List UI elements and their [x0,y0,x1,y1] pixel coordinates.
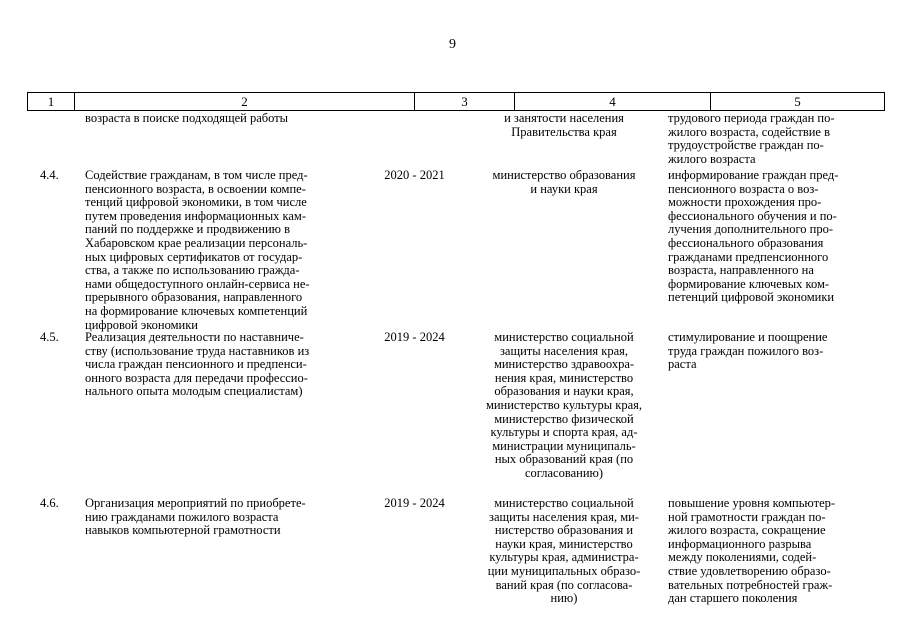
text-line: ства, а также по использованию гражда- [85,263,300,278]
text-line: министерство социальной [494,330,634,344]
text-line: на формирование ключевых компетенций [85,303,308,318]
row-4-6-activity [85,497,360,538]
text-line: можности прохождения про- [668,195,822,210]
text-line: трудоустройстве граждан по- [668,138,824,153]
text-line: ции муниципальных образо- [487,563,641,578]
text-line: ствие удовлетворению образо- [668,563,831,578]
text-line: фессионального обучения и по- [668,208,837,223]
text-line: стимулирование и поощрение [668,330,828,344]
table-header [27,92,885,111]
text-line: петенций цифровой экономики [668,290,835,305]
text-line: жилого возраста [668,151,756,166]
header-col-4: 4 [515,93,711,110]
text-line: путем проведения информационных кам- [85,208,306,223]
text-line: согласованию) [524,465,604,480]
text-line: повышение уровня компьютер- [668,496,836,510]
text-line: Хабаровском крае реализации персональ- [85,235,308,250]
text-line: информирование граждан пред- [668,168,839,182]
text-line: возраста, направленного на [668,263,814,278]
text-line: министерство физической [494,411,634,426]
text-line: паний по поддержке и продвижению в [85,222,291,237]
text-line: фессионального образования [668,235,824,250]
row-4-6-result [668,497,878,606]
text-line: образования и науки края, [494,384,634,399]
text-line: и науки края [530,181,598,196]
continuation-col4 [474,112,654,139]
row-4-5-result [668,331,878,372]
text-line: культуры и спорта края, ад- [490,425,638,440]
header-col-2: 2 [75,93,415,110]
page-number: 9 [449,37,456,52]
text-line: трудового периода граждан по- [668,111,835,125]
text-line: возраста в поиске подходящей работы [85,111,289,125]
text-line: нию) [550,591,578,606]
text-line: ной грамотности граждан по- [668,509,826,524]
row-4-5-number: 4.5. [40,330,59,344]
text-line: цифровой экономики [85,317,198,332]
text-line: жилого возраста, сокращение [668,523,826,538]
text-line: числа граждан пенсионного и предпенси- [85,357,307,372]
text-line: информационного разрыва [668,536,812,551]
text-line: ству (использование труда наставников из [85,343,310,358]
text-line: раста [668,357,697,372]
text-line: министерство здравоохра- [493,357,635,372]
text-line: вательных потребностей граж- [668,577,833,592]
text-line: ных цифровых сертификатов от государ- [85,249,303,264]
text-line: нами общедоступного онлайн-сервиса не- [85,276,310,291]
text-line: Организация мероприятий по приобрете- [85,496,306,510]
text-line: навыков компьютерной грамотности [85,523,281,538]
text-line: Содействие гражданам, в том числе пред- [85,168,308,182]
row-4-6-period: 2019 - 2024 [384,496,445,510]
text-line: жилого возраста, содействие в [668,124,830,139]
row-4-4-activity [85,169,360,332]
header-col-1: 1 [28,93,75,110]
row-4-6-number: 4.6. [40,496,59,510]
text-line: гражданами предпенсионного [668,249,829,264]
header-col-5: 5 [794,94,801,109]
text-line: и занятости населения [504,111,624,125]
row-4-4-number: 4.4. [40,168,59,182]
row-4-5-activity [85,331,360,399]
text-line: Реализация деятельности по наставниче- [85,330,304,344]
text-line: министерство образования [492,168,636,182]
text-line: защиты населения края, [499,343,629,358]
text-line: дан старшего поколения [668,591,798,606]
text-line: Правительства края [511,124,617,139]
text-line: онного возраста для передачи профессио- [85,370,308,385]
text-line: нистерство образования и [494,523,634,538]
text-line: культуры края, администра- [489,550,639,565]
text-line: между поколениями, содей- [668,550,817,565]
text-line: нию гражданами пожилого возраста [85,509,279,524]
row-4-4-executor [474,169,654,196]
text-line: пенсионного возраста о воз- [668,181,819,196]
text-line: ных образований края (по [494,452,634,467]
text-line: пенсионного возраста, в освоении компе- [85,181,306,196]
row-4-4-period: 2020 - 2021 [384,168,445,182]
row-4-5-executor [474,331,654,481]
text-line: тенций цифровой экономики, в том числе [85,195,307,210]
text-line: нения края, министерство [494,370,634,385]
row-4-4-result [668,169,878,305]
row-4-5-period: 2019 - 2024 [384,330,445,344]
text-line: нального опыта молодым специалистам) [85,384,303,399]
text-line: труда граждан пожилого воз- [668,343,824,358]
header-col-3: 3 [415,93,515,110]
text-line: министерство культуры края, [485,397,643,412]
text-line: защиты населения края, ми- [489,509,639,524]
text-line: науки края, министерство [495,536,633,551]
text-line: прерывного образования, направленного [85,290,303,305]
continuation-col5 [668,112,878,166]
text-line: министерство социальной [494,496,634,510]
text-line: ваний края (по согласова- [495,577,633,592]
continuation-col2 [85,112,360,126]
text-line: лучения дополнительного про- [668,222,834,237]
text-line: министрации муниципаль- [492,438,636,453]
row-4-6-executor [474,497,654,606]
text-line: формирование ключевых ком- [668,276,830,291]
